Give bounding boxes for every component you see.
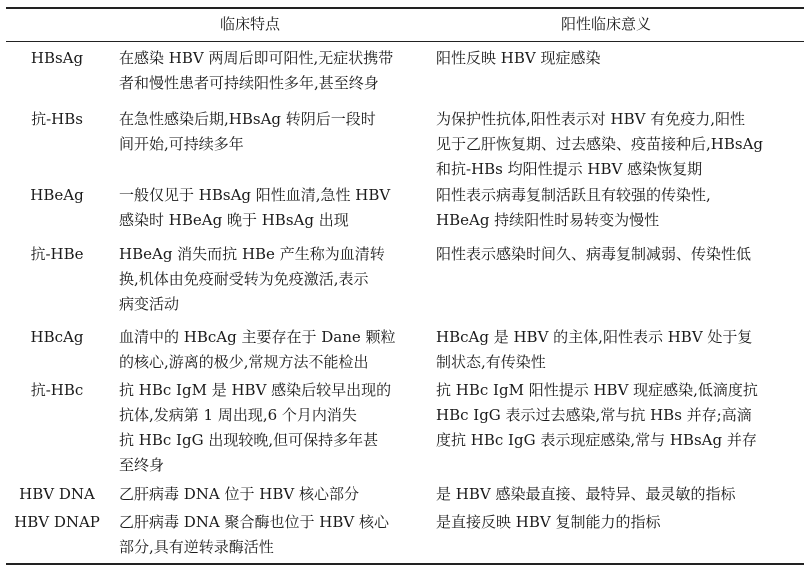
clinical-features-cell-line: 一般仅见于 HBsAg 阳性血清,急性 HBV — [119, 186, 391, 204]
clinical-features-cell-line: 抗 HBc IgM 是 HBV 感染后较早出现的 — [119, 381, 392, 399]
positive-significance-cell — [436, 510, 804, 535]
marker-name: HBeAg — [30, 186, 84, 204]
hbv-marker-table — [6, 7, 804, 566]
clinical-features-cell-line: 换,机体由免疫耐受转为免疫激活,表示 — [119, 270, 369, 288]
positive-significance-cell-line: 制状态,有传染性 — [436, 353, 546, 371]
header-positive-significance: 阳性临床意义 — [561, 15, 652, 33]
positive-significance-cell-line: 和抗-HBs 均阳性提示 HBV 感染恢复期 — [436, 160, 703, 178]
clinical-features-cell-line: 感染时 HBeAg 晚于 HBsAg 出现 — [119, 211, 349, 229]
table-top-rule — [6, 7, 804, 9]
table-header-rule — [6, 41, 804, 42]
clinical-features-cell-line: 在急性感染后期,HBsAg 转阴后一段时 — [119, 110, 376, 128]
positive-significance-cell — [436, 378, 804, 453]
positive-significance-cell — [436, 183, 804, 233]
positive-significance-cell-line: 度抗 HBc IgG 表示现症感染,常与 HBsAg 并存 — [436, 431, 757, 449]
clinical-features-cell-line: HBeAg 消失而抗 HBe 产生称为血清转 — [119, 245, 385, 263]
clinical-features-cell-line: 间开始,可持续多年 — [119, 135, 244, 153]
clinical-features-cell — [119, 378, 432, 478]
positive-significance-cell — [436, 46, 804, 71]
positive-significance-cell-line: HBc IgG 表示过去感染,常与抗 HBs 并存;高滴 — [436, 406, 752, 424]
positive-significance-cell-line: HBcAg 是 HBV 的主体,阳性表示 HBV 处于复 — [436, 328, 753, 346]
positive-significance-cell — [436, 325, 804, 375]
marker-name: HBcAg — [30, 328, 84, 346]
positive-significance-cell-line: 阳性反映 HBV 现症感染 — [436, 49, 601, 67]
clinical-features-cell-line: 的核心,游离的极少,常规方法不能检出 — [119, 353, 369, 371]
positive-significance-cell-line: 见于乙肝恢复期、过去感染、疫苗接种后,HBsAg — [436, 135, 764, 153]
marker-name: HBV DNA — [19, 485, 95, 503]
marker-name: 抗-HBe — [30, 245, 84, 263]
positive-significance-cell-line: 是 HBV 感染最直接、最特异、最灵敏的指标 — [436, 485, 736, 503]
table-bottom-rule — [6, 563, 804, 565]
clinical-features-cell-line: 部分,具有逆转录酶活性 — [119, 538, 274, 556]
clinical-features-cell-line: 在感染 HBV 两周后即可阳性,无症状携带 — [119, 49, 394, 67]
clinical-features-cell — [119, 107, 432, 157]
clinical-features-cell-line: 抗体,发病第 1 周出现,6 个月内消失 — [119, 406, 357, 424]
marker-name: 抗-HBs — [31, 110, 83, 128]
positive-significance-cell — [436, 482, 804, 507]
clinical-features-cell — [119, 325, 432, 375]
positive-significance-cell-line: 为保护性抗体,阳性表示对 HBV 有免疫力,阳性 — [436, 110, 746, 128]
positive-significance-cell-line: 是直接反映 HBV 复制能力的指标 — [436, 513, 661, 531]
marker-name: 抗-HBc — [30, 381, 84, 399]
marker-name: HBsAg — [30, 49, 84, 67]
clinical-features-cell-line: 病变活动 — [119, 295, 180, 313]
clinical-features-cell-line: 血清中的 HBcAg 主要存在于 Dane 颗粒 — [119, 328, 396, 346]
header-clinical-features: 临床特点 — [220, 15, 281, 33]
positive-significance-cell-line: 阳性表示病毒复制活跃且有较强的传染性, — [436, 186, 711, 204]
positive-significance-cell-line: 抗 HBc IgM 阳性提示 HBV 现症感染,低滴度抗 — [436, 381, 758, 399]
clinical-features-cell-line: 至终身 — [119, 456, 165, 474]
positive-significance-cell-line: 阳性表示感染时间久、病毒复制减弱、传染性低 — [436, 245, 752, 263]
clinical-features-cell — [119, 510, 432, 560]
positive-significance-cell — [436, 242, 804, 267]
clinical-features-cell — [119, 482, 432, 507]
clinical-features-cell-line: 乙肝病毒 DNA 位于 HBV 核心部分 — [119, 485, 359, 503]
clinical-features-cell-line: 抗 HBc IgG 出现较晚,但可保持多年甚 — [119, 431, 379, 449]
clinical-features-cell-line: 乙肝病毒 DNA 聚合酶也位于 HBV 核心 — [119, 513, 389, 531]
positive-significance-cell — [436, 107, 804, 182]
clinical-features-cell — [119, 242, 432, 317]
clinical-features-cell-line: 者和慢性患者可持续阳性多年,甚至终身 — [119, 74, 379, 92]
clinical-features-cell — [119, 183, 432, 233]
positive-significance-cell-line: HBeAg 持续阳性时易转变为慢性 — [436, 211, 660, 229]
clinical-features-cell — [119, 46, 432, 96]
marker-name: HBV DNAP — [14, 513, 100, 531]
